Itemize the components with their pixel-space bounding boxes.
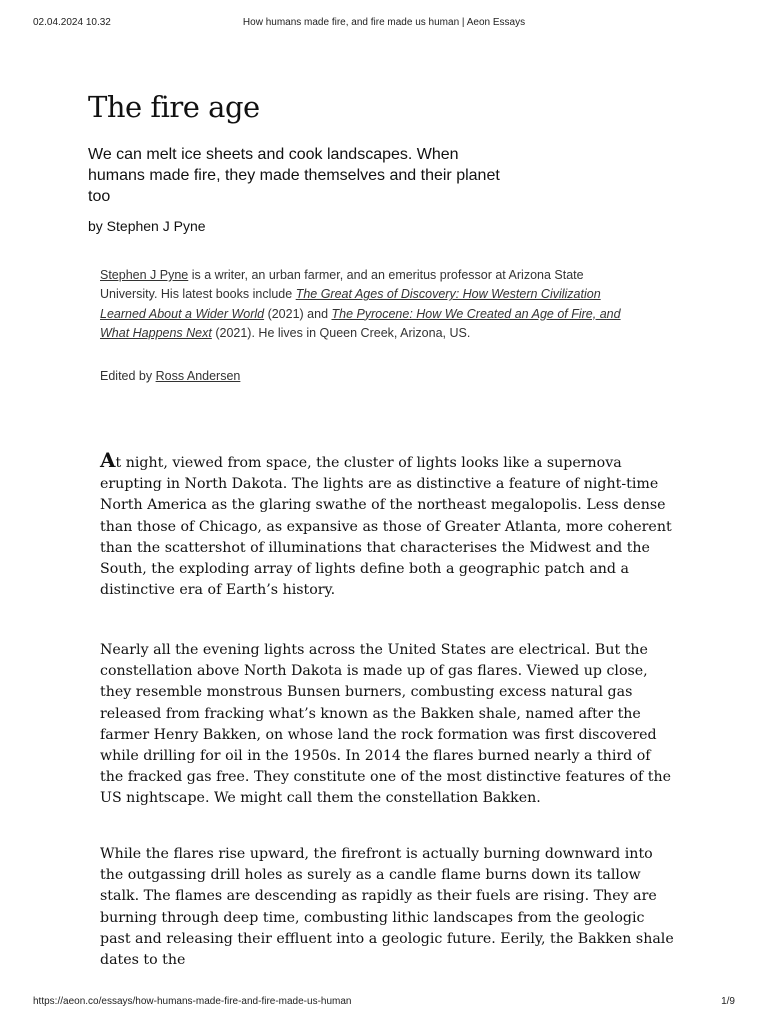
bio-text-1: is a writer, an urban farmer, and an emeritus professor at Arizona State University. His latest books include	[100, 268, 584, 302]
print-url: https://aeon.co/essays/how-humans-made-fire-and-fire-made-us-human	[33, 996, 352, 1007]
page-number: 1/9	[721, 996, 735, 1007]
edited-by-label: Edited by	[100, 369, 156, 383]
article-paragraph-1	[100, 448, 675, 601]
bio-text-2: (2021) and	[264, 306, 332, 321]
author-link[interactable]: Stephen J Pyne	[100, 268, 189, 282]
article-title: The fire age	[88, 90, 260, 124]
article-byline: by Stephen J Pyne	[88, 218, 206, 234]
article-paragraph-2: Nearly all the evening lights across the United States are electrical. But the constellation above North Dakota is made up of gas flares. Viewed up close, they resemble monstrous Bunsen burners, combusting excess natural gas released from fracking what’s known as the Bakken shale, named after the farmer Henry Bakken, on whose land the rock formation was first discovered while drilling for oil in the 1950s. In 2014 the flares burned nearly a third of the fracked gas free. They constitute one of the most distinctive features of the US nightscape. We might call them the constellation Bakken.	[100, 642, 672, 807]
author-bio	[100, 266, 630, 343]
print-footer	[33, 996, 735, 1010]
drop-cap: A	[100, 448, 116, 472]
print-header	[33, 17, 735, 31]
article-paragraph-3: While the flares rise upward, the firefront is actually burning downward into the outgassing drill holes as surely as a candle flame burns down its tallow stalk. The flames are descending as rapidly as their fuels are rising. They are burning through deep time, combusting lithic landscapes from the geologic past and releasing their effluent into a geologic future. Eerily, the Bakken shale dates to the	[100, 846, 674, 969]
book-link-great-ages[interactable]: The Great Ages of Discovery: How Western Civilization Learned About a Wider World	[100, 287, 601, 321]
editor-link[interactable]: Ross Andersen	[155, 369, 241, 383]
print-date: 02.04.2024 10.32	[33, 17, 111, 28]
paragraph-1-text: t night, viewed from space, the cluster of lights looks like a supernova erupting in North Dakota. The lights are as distinctive a feature of night-time North America as the glaring swathe of the northeast megalopolis. Less dense than those of Chicago, as expansive as those of Greater Atlanta, more coherent than the scattershot of illuminations that characterises the Midwest and the South, the exploding array of lights define both a geographic patch and a distinctive era of Earth’s history.	[100, 455, 672, 599]
article-standfirst: We can melt ice sheets and cook landscapes. When humans made fire, they made themselves and their planet too	[88, 146, 500, 205]
bio-text-3: (2021). He lives in Queen Creek, Arizona, US.	[211, 325, 471, 340]
book-link-pyrocene[interactable]: The Pyrocene: How We Created an Age of Fire, and What Happens Next	[100, 306, 621, 340]
edited-by-line	[100, 369, 240, 383]
print-document-title: How humans made fire, and fire made us human | Aeon Essays	[242, 17, 526, 28]
